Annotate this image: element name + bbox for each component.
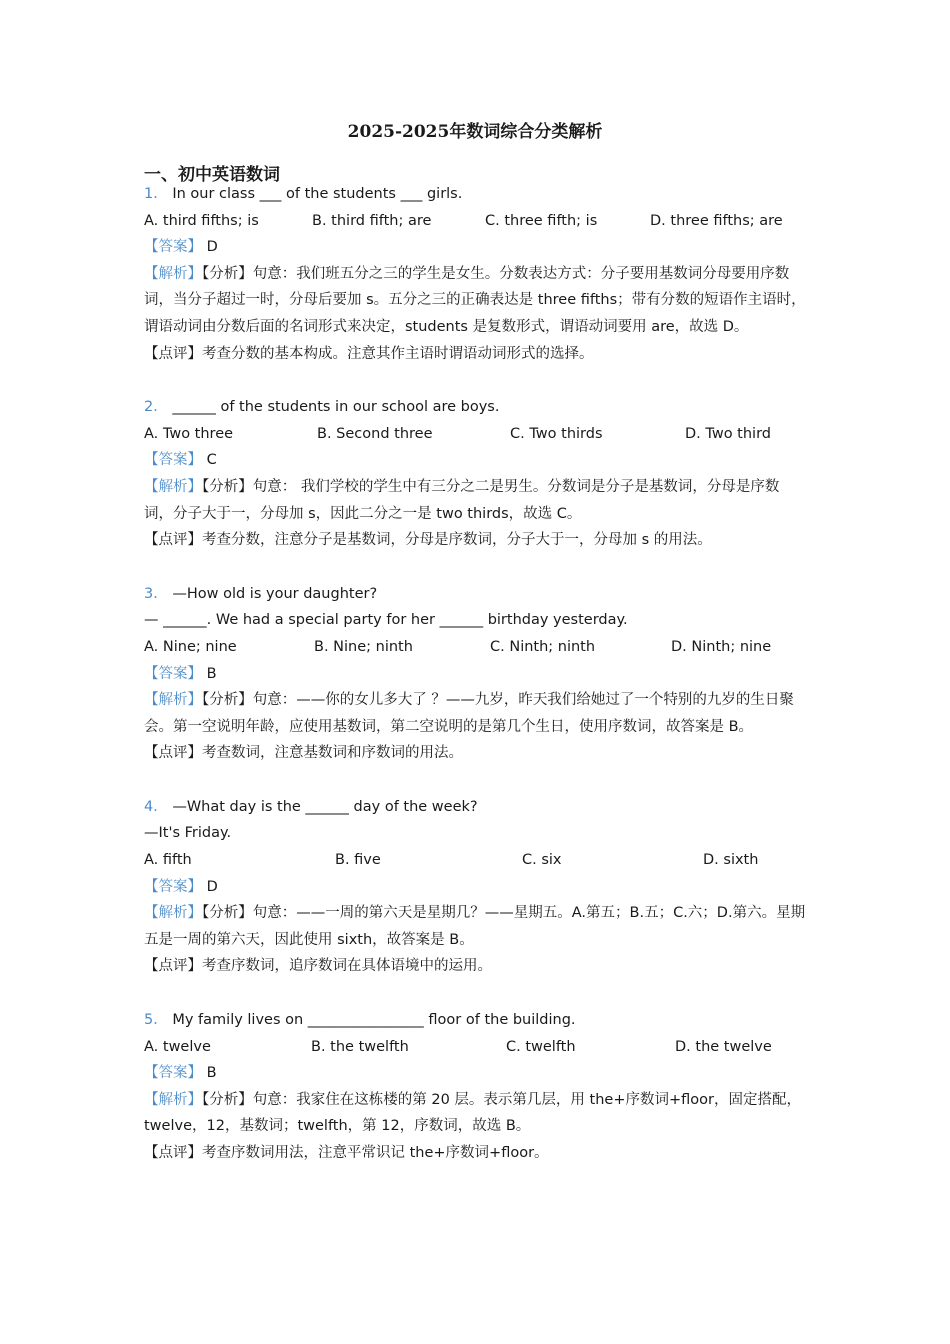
option-a: A. fifth xyxy=(144,852,192,869)
analysis-paragraph xyxy=(144,1087,808,1140)
review-label: 【点评】 xyxy=(144,345,202,362)
option-d: D. the twelve xyxy=(675,1038,772,1055)
question-number: 4． xyxy=(144,798,168,815)
options-row xyxy=(144,634,808,661)
analysis-text: 【分析】句意：——一周的第六天是星期几？——星期五。A.第五；B.五；C.六；D.第六。星期五是一周的第六天，因此使用 sixth，故答案是 B。 xyxy=(144,905,806,948)
review-label: 【点评】 xyxy=(144,532,202,549)
review-line xyxy=(144,527,808,554)
analysis-paragraph xyxy=(144,687,808,740)
answer-label: 【答案】 xyxy=(144,1065,202,1082)
option-c: C. Ninth; ninth xyxy=(490,638,596,655)
answer-line xyxy=(144,1060,808,1087)
option-c: C. Two thirds xyxy=(510,425,603,442)
review-label: 【点评】 xyxy=(144,1145,202,1161)
review-label: 【点评】 xyxy=(144,958,202,975)
question-stem-line-2: — ______. We had a special party for her ______ birthday yesterday. xyxy=(144,612,628,629)
option-d: D. sixth xyxy=(703,852,759,869)
answer-line xyxy=(144,661,808,688)
question-stem: 5． My family lives on ________________ floor of the building. xyxy=(144,1012,576,1029)
answer-value: D xyxy=(206,878,218,895)
question-5 xyxy=(144,1007,808,1167)
analysis-label: 【解析】 xyxy=(144,265,202,282)
question-stem: 2． ______ of the students in our school are boys. xyxy=(144,399,500,416)
review-text: 考查序数词，追序数词在具体语境中的运用。 xyxy=(202,958,492,975)
analysis-text: 【分析】句意：我家住在这栋楼的第 20 层。表示第几层，用 the+序数词+floor，固定搭配，twelve，12，基数词；twelfth，第 12，序数词，故选 B。 xyxy=(144,1091,801,1135)
answer-line xyxy=(144,447,808,474)
document-title: 2025-2025年数词综合分类解析 xyxy=(347,122,603,142)
options-row xyxy=(144,421,808,448)
answer-value: D xyxy=(206,239,218,256)
option-c: C. twelfth xyxy=(506,1038,576,1055)
question-1 xyxy=(144,181,808,367)
question-number: 3． xyxy=(144,585,168,602)
option-a: A. third fifths; is xyxy=(144,212,259,229)
question-number: 1． xyxy=(144,186,168,202)
answer-value: B xyxy=(206,1065,217,1082)
analysis-paragraph xyxy=(144,900,808,953)
option-b: B. Second three xyxy=(317,425,433,442)
option-a: A. Nine; nine xyxy=(144,638,237,655)
option-b: B. five xyxy=(335,852,381,869)
review-line xyxy=(144,341,808,368)
question-4 xyxy=(144,794,808,980)
option-b: B. Nine; ninth xyxy=(314,638,413,655)
options-row xyxy=(144,847,808,874)
answer-label: 【答案】 xyxy=(144,878,202,895)
question-3 xyxy=(144,581,808,767)
analysis-label: 【解析】 xyxy=(144,905,202,922)
question-stem: 3． —How old is your daughter? xyxy=(144,585,378,602)
review-text: 考查数词，注意基数词和序数词的用法。 xyxy=(202,745,463,762)
question-stem: 1． In our class ___ of the students ___ girls. xyxy=(144,186,463,202)
analysis-label: 【解析】 xyxy=(144,478,202,495)
options-row xyxy=(144,1034,808,1061)
analysis-text: 【分析】句意：我们班五分之三的学生是女生。分数表达方式：分子要用基数词分母要用序数词，当分子超过一时，分母后要加 s。五分之三的正确表达是 three fifths；带有分数的短语作主语时，谓语动词由分数后面的名词形式来决定，students 是复数形式，谓语动词要用 are，故选 D。 xyxy=(144,265,806,335)
review-text: 考查分数的基本构成。注意其作主语时谓语动词形式的选择。 xyxy=(202,345,594,362)
analysis-label: 【解析】 xyxy=(144,1091,202,1108)
analysis-paragraph xyxy=(144,474,808,527)
review-line xyxy=(144,953,808,980)
analysis-text: 【分析】句意： 我们学校的学生中有三分之二是男生。分数词是分子是基数词，分母是序数词，分子大于一，分母加 s，因此二分之一是 two thirds，故选 C。 xyxy=(144,478,780,522)
question-2 xyxy=(144,394,808,554)
question-number: 2． xyxy=(144,399,168,416)
analysis-text: 【分析】句意：——你的女儿多大了 ？——九岁，昨天我们给她过了一个特别的九岁的生日聚会。第一空说明年龄，应使用基数词，第二空说明的是第几个生日，使用序数词，故答案是 B。 xyxy=(144,692,794,735)
question-stem: 4． —What day is the ______ day of the week? xyxy=(144,798,478,815)
answer-line xyxy=(144,234,808,261)
answer-label: 【答案】 xyxy=(144,665,202,682)
analysis-label: 【解析】 xyxy=(144,692,202,709)
review-text: 考查序数词用法，注意平常识记 the+序数词+floor。 xyxy=(202,1145,549,1161)
option-d: D. three fifths; are xyxy=(650,212,783,229)
review-line xyxy=(144,1140,808,1167)
questions-container xyxy=(144,181,808,1167)
option-c: C. six xyxy=(522,852,562,869)
answer-line xyxy=(144,874,808,901)
question-number: 5． xyxy=(144,1012,168,1029)
option-a: A. twelve xyxy=(144,1038,211,1055)
option-b: B. the twelfth xyxy=(311,1038,409,1055)
review-label: 【点评】 xyxy=(144,745,202,762)
answer-value: B xyxy=(206,665,217,682)
analysis-paragraph xyxy=(144,261,808,341)
answer-label: 【答案】 xyxy=(144,239,202,256)
answer-value: C xyxy=(206,452,217,469)
option-a: A. Two three xyxy=(144,425,234,442)
section-heading: 一、初中英语数词 xyxy=(144,165,280,185)
review-line xyxy=(144,740,808,767)
review-text: 考查分数，注意分子是基数词，分母是序数词，分子大于一，分母加 s 的用法。 xyxy=(202,532,712,549)
option-d: D. Two third xyxy=(685,425,771,442)
option-b: B. third fifth; are xyxy=(312,212,432,229)
options-row xyxy=(144,208,808,235)
option-c: C. three fifth; is xyxy=(485,212,598,229)
answer-label: 【答案】 xyxy=(144,452,202,469)
option-d: D. Ninth; nine xyxy=(671,638,772,655)
question-stem-line-2: —It's Friday. xyxy=(144,825,232,842)
